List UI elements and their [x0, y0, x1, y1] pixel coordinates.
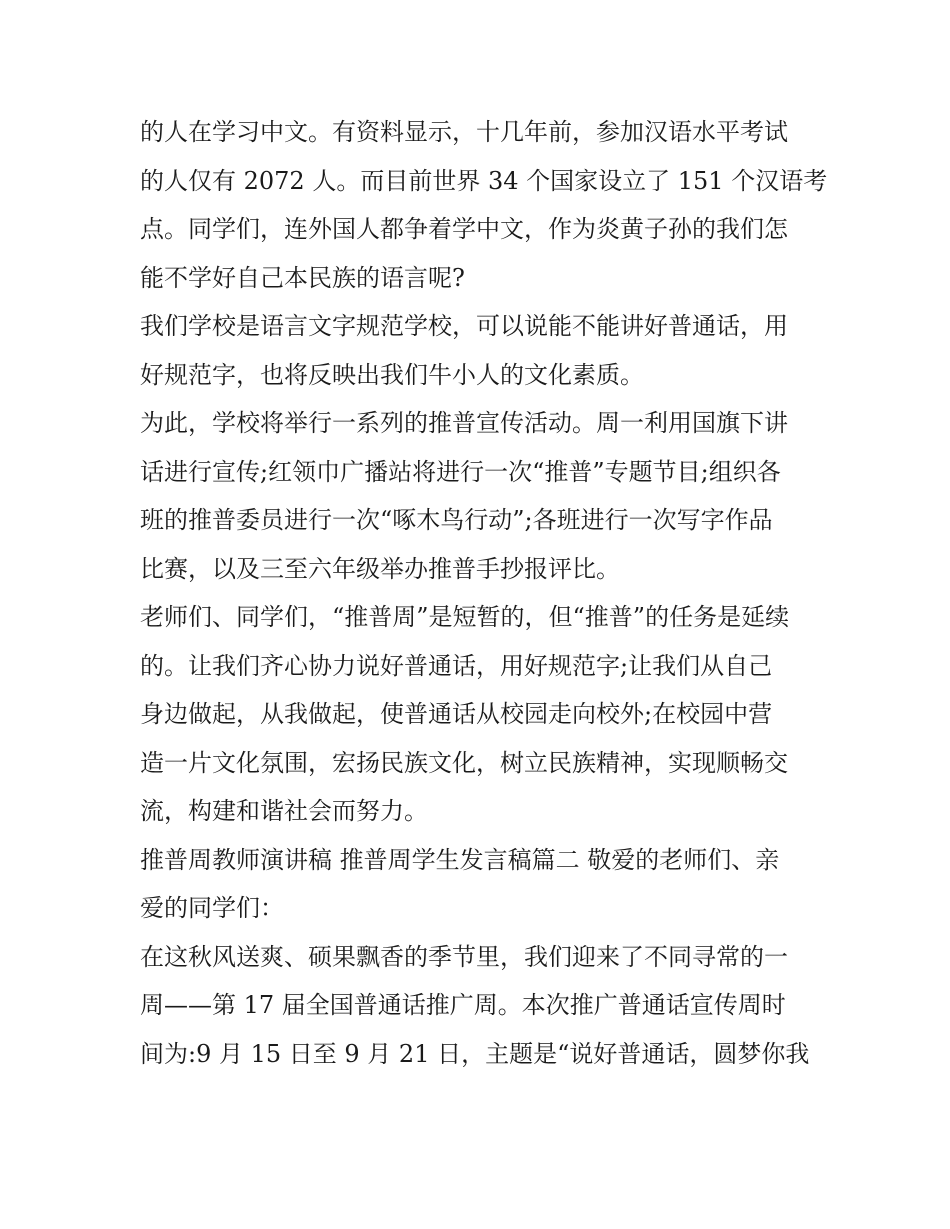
text-line: 的人在学习中文。有资料显示，十几年前，参加汉语水平考试 [140, 118, 788, 146]
text-line: 老师们、同学们，“推普周”是短暂的，但“推普”的任务是延续 [140, 603, 790, 631]
text-line: 班的推普委员进行一次“啄木鸟行动”;各班进行一次写字作品 [140, 506, 773, 534]
text-line: 造一片文化氛围，宏扬民族文化，树立民族精神，实现顺畅交 [140, 748, 788, 777]
text-line: 周——第 17 届全国普通话推广周。本次推广普通话宣传周时 [140, 991, 786, 1019]
text-line: 爱的同学们： [140, 894, 284, 922]
text-line: 好规范字，也将反映出我们牛小人的文化素质。 [140, 360, 644, 389]
text-line: 身边做起，从我做起，使普通话从校园走向校外;在校园中营 [140, 700, 773, 728]
text-line: 为此，学校将举行一系列的推普宣传活动。周一利用国旗下讲 [140, 409, 788, 437]
body-text [140, 108, 830, 1078]
text-line: 在这秋风送爽、硕果飘香的季节里，我们迎来了不同寻常的一 [140, 942, 788, 971]
text-line: 话进行宣传;红领巾广播站将进行一次“推普”专题节目;组织各 [140, 457, 781, 486]
text-line: 点。同学们，连外国人都争着学中文，作为炎黄子孙的我们怎 [140, 215, 788, 243]
text-line: 间为:9 月 15 日至 9 月 21 日，主题是“说好普通话，圆梦你我 [140, 1039, 810, 1068]
text-line: 比赛，以及三至六年级举办推普手抄报评比。 [140, 554, 620, 583]
text-line: 我们学校是语言文字规范学校，可以说能不能讲好普通话，用 [140, 312, 788, 340]
text-line: 的人仅有 2072 人。而目前世界 34 个国家设立了 151 个汉语考 [140, 166, 828, 195]
text-line: 推普周教师演讲稿 推普周学生发言稿篇二 敬爱的老师们、亲 [140, 845, 780, 874]
text-line: 流，构建和谐社会而努力。 [140, 797, 428, 825]
text-line: 的。让我们齐心协力说好普通话，用好规范字;让我们从自己 [140, 651, 773, 680]
text-line: 能不学好自己本民族的语言呢? [140, 263, 465, 292]
